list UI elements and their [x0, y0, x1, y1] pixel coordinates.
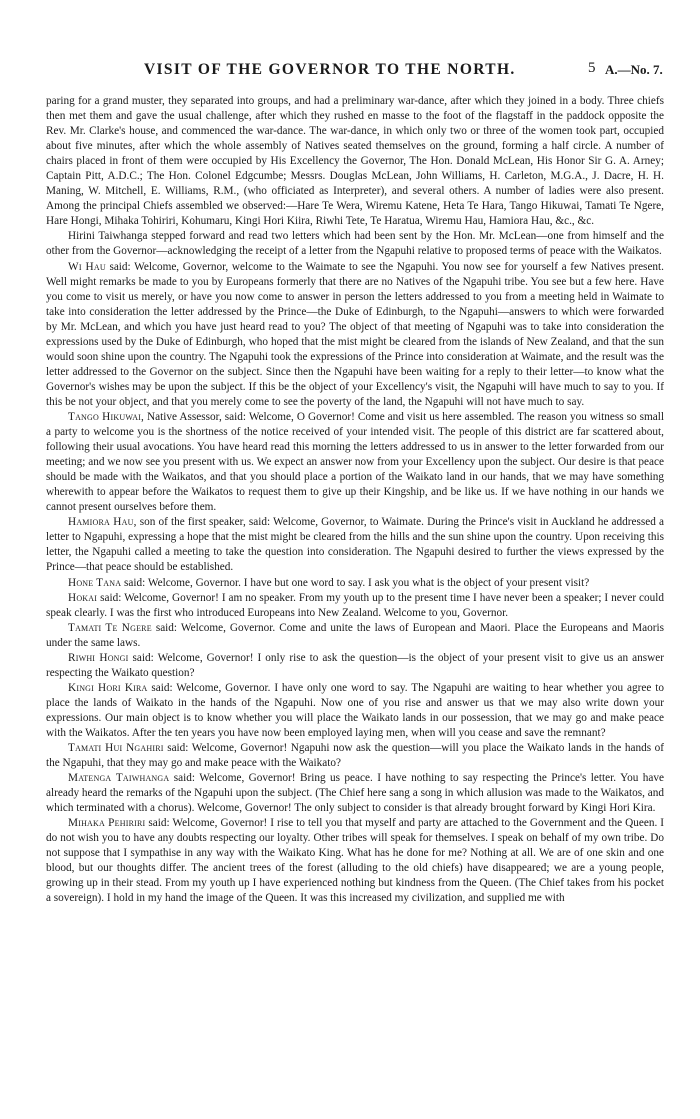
speaker-name: Kingi Hori Kira [68, 681, 148, 694]
document-reference: A.—No. 7. [605, 62, 663, 77]
paragraph-text: Native Assessor, said: Welcome, O Governor! Come and visit us here assembled. The reason you witness so small a party to welcome you is the shortness of the notice received of your intended visit. The people of this district are far scattered about, following their usual avocations. You have heard read this morning the letters addressed to us in answer to the letter forwarded from our meeting; and we now see you present with us. We expect an answer now from your Excellency upon the subject. Our desire is that peace should be made with the Waikatos, and that you should place a portion of the Waikato land in our hands, that we may have something wherewith to appear before the Waikatos to request them to give up their Kingship, and be like us. If we have nothing in our hands we cannot present ourselves before them. [46, 410, 664, 514]
paragraph-text: said: Welcome, Governor! I rise to tell you that myself and party are attached to the Government and the Queen. I do not wish you to have any doubts respecting our loyalty. Other tribes will speak for themselves. I speak on behalf of my own tribe. Do not suppose that I sympathise in any way with the Waikato King. What has he done for me? Nothing at all. We are of one skin and one blood, but our thoughts differ. The ancient trees of the forest (alluding to the old chiefs) have disappeared; we are a young people, growing up in their stead. From my youth up I have experienced nothing but kindness from the Queen. (The Chief takes from his pocket a sovereign). I hold in my hand the image of the Queen. It was this increased my civilization, and supplied me with [46, 817, 665, 905]
paragraph [46, 410, 664, 515]
paragraph-text: Hirini Taiwhanga stepped forward and read two letters which had been sent by the Hon. Mr. McLean—one from himself and the other from the Governor—acknowledging the receipt of a letter from the Ngapuhi relative to proposed terms of peace with the Waikatos. [46, 230, 664, 258]
paragraph-text: said: Welcome, Governor, welcome to the Waimate to see the Ngapuhi. You now see for yourself a few Natives present. Well might remarks be made to you by Europeans formerly that there are no Natives of the Ngapuhi tribe. You see but a few here. Have you come to visit us merely, or have you now come to answer in person the letters addressed to you from a meeting held in Waimate to take into consideration the letter addressed by the Prince—the Duke of Edinburgh, to the Ngapuhi—answers to which were forwarded by Mr. McLean, and which you have just heard read to you? The object of that meeting of Ngapuhi was to take into consideration the expressions used by the Duke of Edinburgh, who hoped that the mist might be cleared from the islands of New Zealand, and that the sun would soon shine upon the country. The Ngapuhi took the expressions of the Prince into consideration at Waimate, and the result was the letter addressed to the Governor on the subject. Since then the Ngapuhi have been waiting for a reply to their letter—to know what the Governor's wishes may be upon the subject. If this be the object of your Excellency's visit, the Ngapuhi will have much to say to you. If this be not your object, and that you merely come to see the poverty of the land, the Ngapuhi will not have much to say. [46, 260, 664, 408]
speaker-name: Mihaka Pehiriri [68, 817, 146, 830]
speaker-name: Matenga Taiwhanga [68, 772, 170, 785]
paragraph [46, 741, 664, 771]
paragraph [46, 816, 664, 906]
speaker-name: Riwhi Hongi [68, 651, 129, 664]
paragraph [46, 515, 664, 575]
paragraph [46, 94, 664, 229]
paragraph [46, 621, 664, 651]
paragraph-text: said: Welcome, Governor! Bring us peace. I have nothing to say respecting the Prince's letter. You have already heard the remarks of the Ngapuhi upon the subject. (The Chief here sang a song in which allusion was made to the Waikatos, and which terminated with a chorus). Welcome, Governor! The only subject to consider is that already brought forward by Kingi Hori Kira. [46, 772, 665, 815]
paragraph [46, 576, 664, 591]
paragraph [46, 771, 664, 816]
paragraph-text: said: Welcome, Governor! I am no speaker. From my youth up to the present time I have never been a speaker; I never could speak clearly. I was the first who introduced Europeans into New Zealand. Welcome to you, Governor. [46, 591, 665, 619]
paragraph [46, 260, 664, 410]
page-number: 5 [588, 60, 596, 76]
paragraph [46, 229, 664, 259]
speaker-name: Hone Tana [68, 576, 122, 589]
speaker-name: Hamiora Hau, [68, 516, 137, 529]
paragraph-text: son of the first speaker, said: Welcome, Governor, to Waimate. During the Prince's visit in Auckland he addressed a letter to Ngapuhi, expressing a hope that the mist might be cleared from the hills and the sun shine upon the country. Upon receiving this letter, the Ngapuhi called a meeting to take the question into consideration. The Ngapuhi desired to further the views expressed by the Prince—that peace should be established. [46, 516, 665, 574]
speaker-name: Tango Hikuwai, [68, 410, 145, 423]
paragraph [46, 651, 664, 681]
running-title: VISIT OF THE GOVERNOR TO THE NORTH. [144, 61, 516, 78]
paragraph-text: said: Welcome, Governor. I have only one word to say. The Ngapuhi are waiting to hear whether you agree to place the lands of Waikato in the hands of the Ngapuhi. Now one of you rise and answer us that we may also write down your expressions. Our main object is to know whether you will place the Waikato lands in our possession, that we may go and make peace with the Waikatos. After the ten years you have now been employed laying men, when will you cease and save the remnant? [46, 681, 664, 739]
paragraph [46, 591, 664, 621]
speaker-name: Hokai [68, 591, 98, 604]
paragraph-text: said: Welcome, Governor. I have but one word to say. I ask you what is the object of your present visit? [124, 576, 590, 589]
speaker-name: Tamati Hui Ngahiri [68, 742, 164, 755]
paragraph [46, 681, 664, 741]
paragraph-text: said: Welcome, Governor! Ngapuhi now ask the question—will you place the Waikato lands in the hands of the Ngapuhi, that they may go and make peace with the Waikato? [46, 742, 665, 770]
speaker-name: Wi Hau [68, 260, 106, 273]
paragraph-text: paring for a grand muster, they separated into groups, and had a preliminary war-dance, after which they joined in a body. Three chiefs then met them and gave the usual challenge, after which they rushed en masse to the foot of the flagstaff in the paddock opposite the Rev. Mr. Clarke's house, and commenced the war-dance. The war-dance, in which only two or three of the women took part, occupied about five minutes, after which the whole assembly of Natives seated themselves on the ground, forming a half circle. A number of chairs placed in front of them were occupied by His Excellency the Governor, The Hon. Donald McLean, His Honor Sir G. A. Arney; Captain Pitt, A.D.C.; The Hon. Colonel Edgcumbe; Messrs. Douglas McLean, John Williams, H. Carleton, M.G.A., J. Dacre, H. H. Maning, W. Mitchell, E. Williams, R.M., (who officiated as Interpreter), and several others. A number of ladies were also present. Among the principal Chiefs assembled we observed:—Hare Te Wera, Wiremu Katene, Heta Te Hara, Tango Hikuwai, Tamati Te Ngere, Hare Hongi, Mihaka Tohiriri, Kohumaru, Kingi Hori Kiira, Riwhi Tete, Te Haratua, Wiremu Hau, Hamiora Hau, &c., &c. [46, 95, 664, 228]
paragraph-text: said: Welcome, Governor. Come and unite the laws of European and Maori. Place the Europeans and Maoris under the same laws. [46, 621, 665, 649]
body-text [46, 94, 664, 907]
speaker-name: Tamati Te Ngere [68, 621, 152, 634]
paragraph-text: said: Welcome, Governor! I only rise to ask the question—is the object of your present visit to give us an answer respecting the Waikato question? [46, 651, 665, 679]
